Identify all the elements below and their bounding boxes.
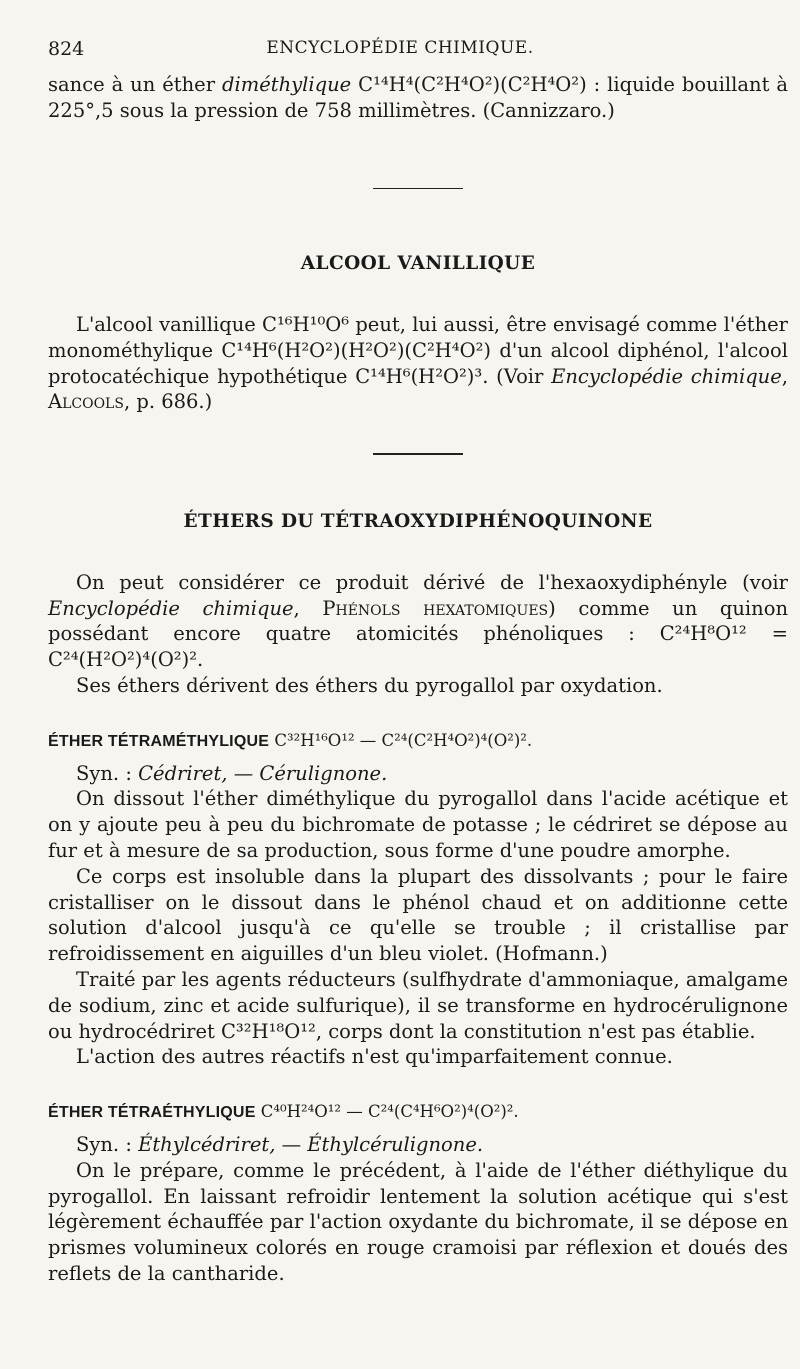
paragraph-tetraoxy-intro: On peut considérer ce produit dérivé de l'hexaoxydiphényle (voir Encyclopédie chimique, Phénols hexatomiques) comme un quinon possédant encore quatre atomicités phénoliques : C²⁴H⁸O¹² = C²⁴(H²O²)⁴(O²)². <box>48 570 788 672</box>
paragraph-tetraethyl-preparation: On le prépare, comme le précédent, à l'aide de l'éther diéthylique du pyrogallol. En laissant refroidir lentement la solution acétique qui s'est légèrement échauffée par l'action oxydante du bichromate, il se dépose en prismes volumineux colorés en rouge cramoisi par réflexion et doués des reflets de la cantharide. <box>48 1158 788 1285</box>
page-body <box>48 72 788 1287</box>
paragraph-vanillique: L'alcool vanillique C¹⁶H¹⁰O⁶ peut, lui aussi, être envisagé comme l'éther monométhylique C¹⁴H⁶(H²O²)(H²O²)(C²H⁴O²) d'un alcool diphénol, l'alcool protocatéchique hypothétique C¹⁴H⁶(H²O²)³. (Voir Encyclopédie chimique, Alcools, p. 686.) <box>48 313 788 414</box>
paragraph-tetramethyl-reduction: Traité par les agents réducteurs (sulfhydrate d'ammoniaque, amalgame de sodium, zinc et acide sulfurique), il se transforme en hydrocérulignone ou hydrocédriret C³²H¹⁸O¹², corps dont la constitution n'est pas établie. <box>48 967 788 1043</box>
paragraph-tetramethyl-reactivity: L'action des autres réactifs n'est qu'imparfaitement connue. <box>76 1045 673 1069</box>
section-title-tetraoxydiphenoquinone: ÉTHERS DU TÉTRAOXYDIPHÉNOQUINONE <box>183 510 653 532</box>
paragraph-tetraoxy-ethers: Ses éthers dérivent des éthers du pyrogallol par oxydation. <box>76 673 663 697</box>
paragraph-tetramethyl-preparation: On dissout l'éther diméthylique du pyrogallol dans l'acide acétique et on y ajoute peu à peu du bichromate de potasse ; le cédriret se dépose au fur et à mesure de sa production, sous forme d'une poudre amorphe. <box>48 787 788 862</box>
subheading-tetraethylique: ÉTHER TÉTRAÉTHYLIQUE C⁴⁰H²⁴O¹² — C²⁴(C⁴H⁶O²)⁴(O²)². <box>48 1102 519 1122</box>
synonyms-tetraethylique: Syn. : Éthylcédriret, — Éthylcérulignone. <box>76 1132 484 1156</box>
synonyms-tetramethylique: Syn. : Cédriret, — Cérulignone. <box>76 761 388 785</box>
page-header <box>40 38 760 68</box>
page-number: 824 <box>48 38 85 60</box>
running-title: ENCYCLOPÉDIE CHIMIQUE. <box>266 38 534 58</box>
paragraph-continuation: sance à un éther diméthylique C¹⁴H⁴(C²H⁴O²)(C²H⁴O²) : liquide bouillant à 225°,5 sous la pression de 758 millimètres. (Cannizzaro.) <box>48 73 788 122</box>
paragraph-tetramethyl-solubility: Ce corps est insoluble dans la plupart des dissolvants ; pour le faire cristalliser on le dissout dans le phénol chaud et on additionne cette solution d'alcool jusqu'à ce qu'elle se trouble ; il cristallise par refroidissement en aiguilles d'un bleu violet. (Hofmann.) <box>48 864 788 966</box>
subheading-tetramethylique: ÉTHER TÉTRAMÉTHYLIQUE C³²H¹⁶O¹² — C²⁴(C²H⁴O²)⁴(O²)². <box>48 730 533 750</box>
section-title-alcool-vanillique: ALCOOL VANILLIQUE <box>300 253 536 275</box>
